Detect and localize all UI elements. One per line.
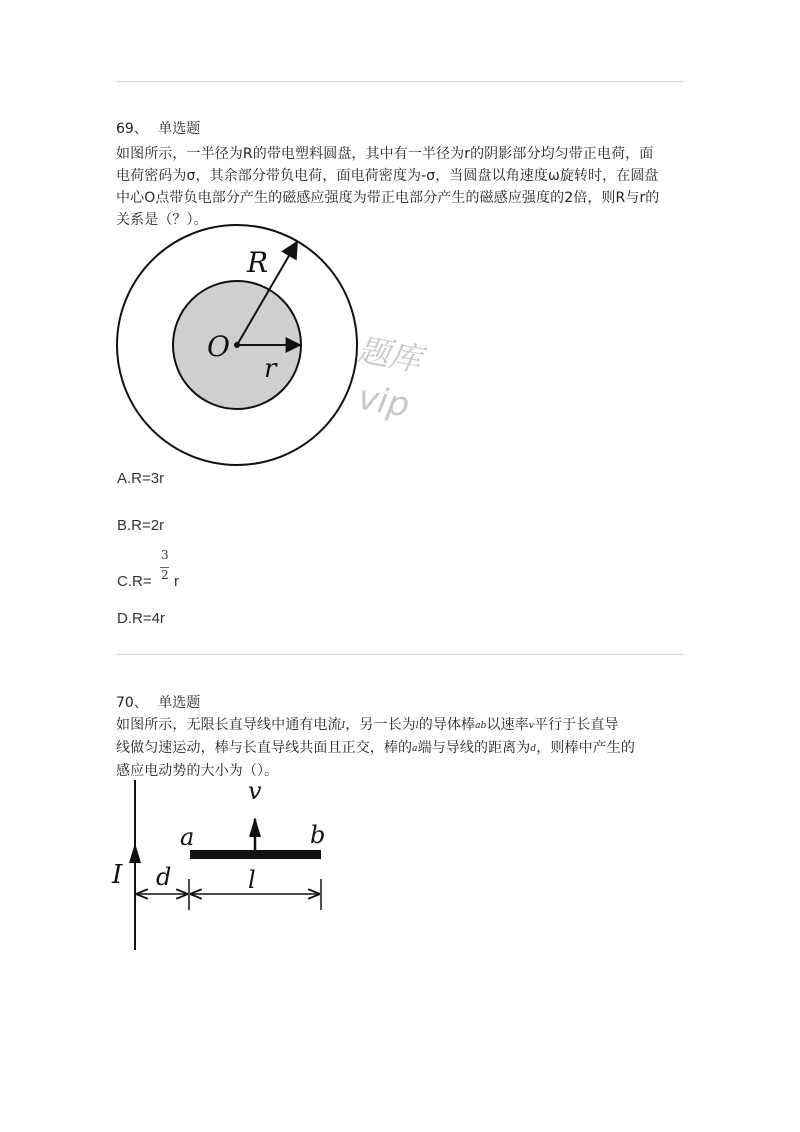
label-v: v [248, 777, 262, 805]
label-R: R [247, 246, 269, 279]
label-d: d [156, 863, 172, 891]
stem-line: 如图所示，一半径为R的带电塑料圆盘，其中有一半径为r的阴影部分均匀带正电荷，面 [116, 146, 654, 162]
conductor-rod [190, 850, 321, 859]
middle-divider [116, 654, 684, 655]
option-c-suffix: r [174, 573, 179, 590]
top-divider [116, 81, 684, 82]
stem-line: 如图所示，无限长直导线中通有电流I，另一长为l的导体棒ab以速率v平行于长直导 [116, 717, 619, 733]
stem-line: 线做匀速运动，棒与长直导线共面且正交，棒的a端与导线的距离为d，则棒中产生的 [116, 740, 635, 756]
label-a: a [180, 823, 195, 851]
label-r: r [264, 354, 277, 384]
question-type: 单选题 [158, 695, 201, 711]
option-b[interactable]: B.R=2r [117, 517, 165, 534]
option-c-denominator: 2 [161, 568, 169, 582]
question-type: 单选题 [158, 121, 201, 137]
question-number: 70、 [116, 695, 148, 711]
option-c[interactable] [117, 548, 197, 594]
question-70-header [116, 692, 200, 712]
option-a[interactable]: A.R=3r [117, 470, 165, 487]
symbol-a: a [412, 744, 418, 754]
stem-line: 中心O点带负电部分产生的磁感应强度为带正电部分产生的磁感应强度的2倍，则R与r的 [116, 190, 660, 206]
symbol-d: d [530, 744, 537, 754]
label-O: O [207, 330, 230, 363]
watermark-line-2: vip [355, 377, 413, 426]
wire-rod-figure [100, 775, 360, 955]
label-b: b [310, 821, 326, 849]
label-I: I [112, 860, 123, 890]
stem-line: 感应电动势的大小为（）。 [116, 763, 279, 779]
option-c-prefix: C.R= [117, 573, 152, 590]
question-69-header [116, 118, 200, 138]
label-l: l [248, 866, 256, 894]
disk-figure [110, 212, 430, 472]
question-70-stem [116, 714, 688, 782]
current-arrow [129, 843, 141, 863]
symbol-I: I [341, 721, 346, 731]
velocity-arrowhead [249, 817, 261, 837]
option-c-numerator: 3 [161, 548, 169, 562]
stem-line: 电荷密码为σ，其余部分带负电荷，面电荷密度为-σ，当圆盘以角速度ω旋转时，在圆盘 [116, 168, 659, 184]
stem-line: 关系是（？）。 [116, 212, 208, 228]
symbol-ab: ab [475, 721, 487, 731]
center-point [234, 342, 240, 348]
symbol-l: l [415, 721, 419, 731]
option-d[interactable]: D.R=4r [117, 610, 165, 627]
watermark-line-1: 题库 [354, 330, 425, 379]
symbol-v: v [528, 721, 534, 731]
question-number: 69、 [116, 121, 148, 137]
